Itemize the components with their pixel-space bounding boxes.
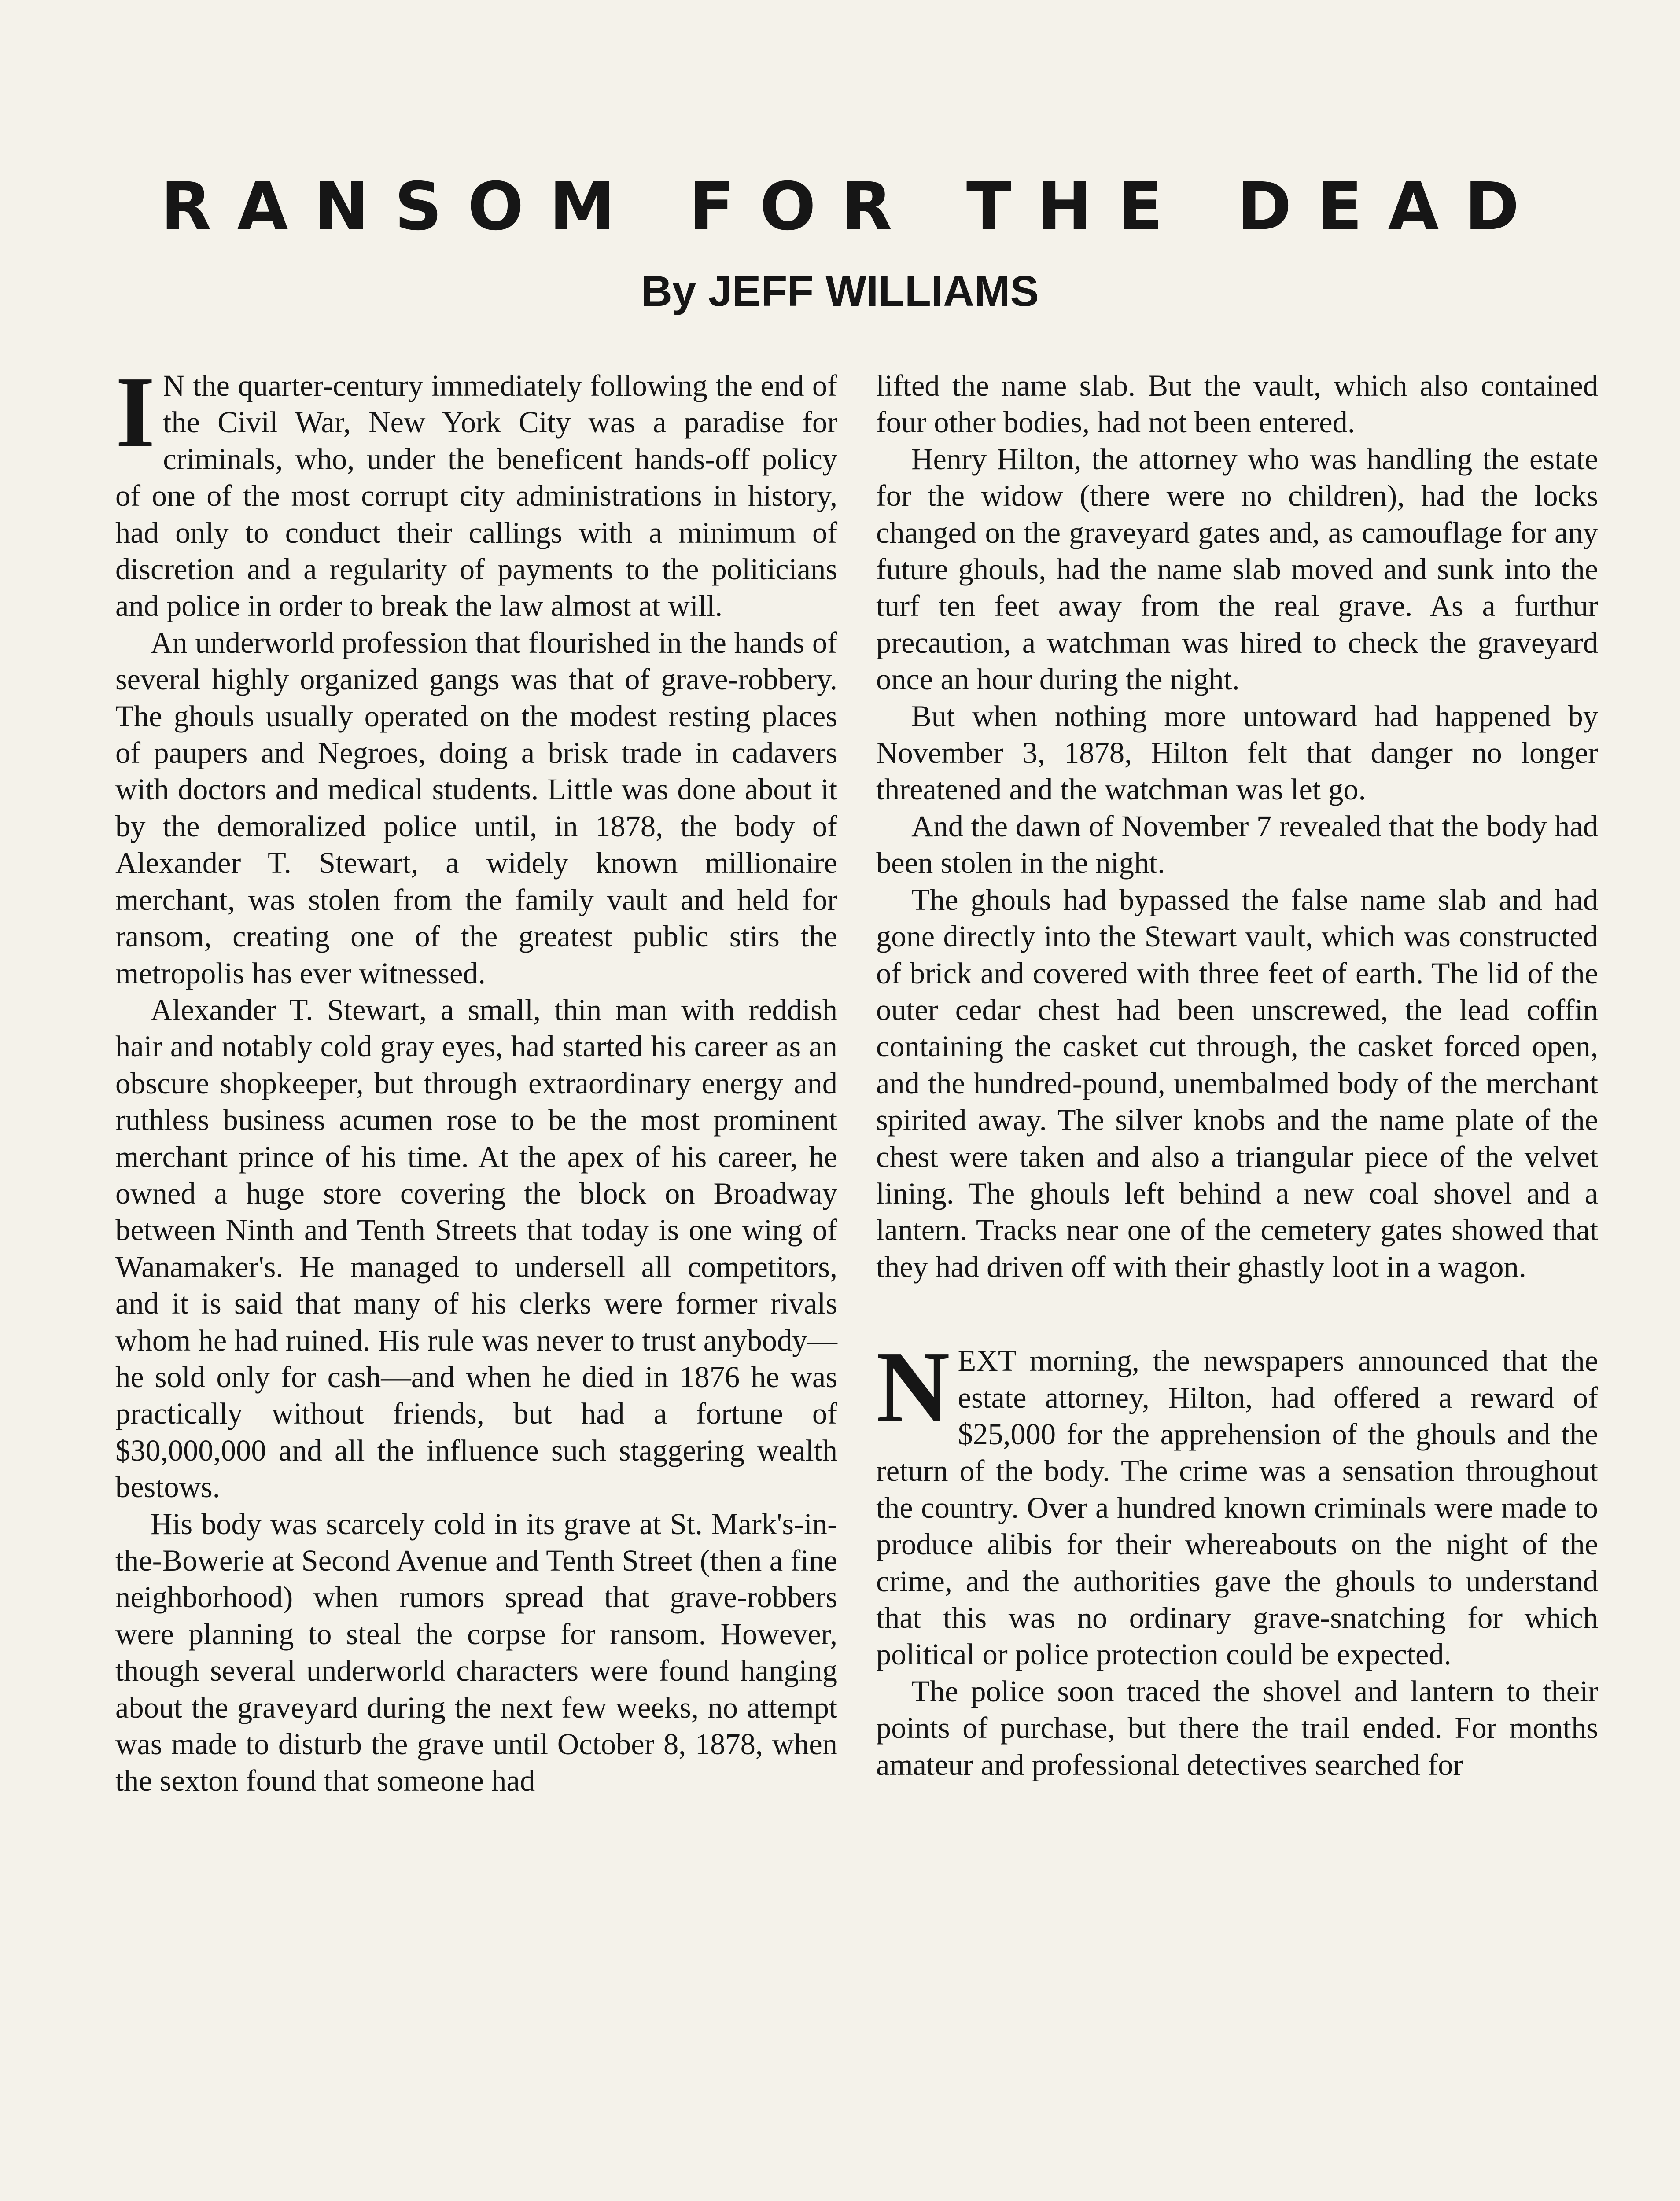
paragraph: The police soon traced the shovel and lantern to their points of purchase, but there the trail ended. For months amateur and professional detectives searched for [876, 1674, 1598, 1781]
paragraph-text: EXT morning, the newspapers announced that the estate attorney, Hilton, had offered a reward of $25,000 for the apprehension of the ghouls and the return of the body. The crime was a sensation throughout the country. Over a hundred known criminals were made to produce alibis for their whereabouts on the night of the crime, and the authorities gave the ghouls to understand that this was no ordinary grave-snatching for which political or police protection could be expected. [876, 1344, 1598, 1671]
drop-cap: I [115, 356, 155, 469]
paragraph: His body was scarcely cold in its grave at St. Mark's-in-the-Bowerie at Second Avenue and Tenth Street (then a fine neighborhood) when rumors spread that grave-robbers were planning to steal the corpse for ransom. However, though several underworld characters were found hanging about the graveyard during the next few weeks, no attempt was made to disturb the grave until October 8, 1878, when the sexton found that someone had [115, 1507, 837, 1798]
paragraph: The ghouls had bypassed the false name slab and had gone directly into the Stewart vault, which was constructed of brick and covered with three feet of earth. The lid of the outer cedar chest had been unscrewed, the lead coffin containing the casket cut through, the casket forced open, and the hundred-pound, unembalmed body of the merchant spirited away. The silver knobs and the name plate of the chest were taken and also a triangular piece of the velvet lining. The ghouls left behind a new coal shovel and a lantern. Tracks near one of the cemetery gates showed that they had driven off with their ghastly loot in a wagon. [876, 883, 1598, 1284]
paragraph: An underworld profession that flourished in the hands of several highly organized gangs was that of grave-robbery. The ghouls usually operated on the modest resting places of paupers and Negroes, doing a brisk trade in cadavers with doctors and medical students. Little was done about it by the demoralized police until, in 1878, the body of Alexander T. Stewart, a widely known millionaire merchant, was stolen from the family vault and held for ransom, creating one of the greatest public stirs the metropolis has ever witnessed. [115, 626, 837, 990]
paragraph: But when nothing more untoward had happened by November 3, 1878, Hilton felt that danger no longer threatened and the watchman was let go. [876, 699, 1598, 806]
paragraph: And the dawn of November 7 revealed that the body had been stolen in the night. [876, 809, 1598, 880]
paragraph: Henry Hilton, the attorney who was handling the estate for the widow (there were no children), had the locks changed on the graveyard gates and, as camouflage for any future ghouls, had the name slab moved and sunk into the turf ten feet away from the real grave. As a furthur precaution, a watchman was hired to check the graveyard once an hour during the night. [876, 442, 1598, 696]
right-text-column [876, 368, 1598, 1783]
article-title: RANSOM FOR THE DEAD [161, 169, 1545, 245]
paragraph [115, 356, 837, 625]
paragraph: lifted the name slab. But the vault, which also contained four other bodies, had not been entered. [876, 369, 1598, 439]
drop-cap: N [876, 1331, 950, 1444]
left-text-column [115, 356, 837, 1800]
paragraph-text: N the quarter-century immediately following the end of the Civil War, New York City was a paradise for criminals, who, under the beneficent hands-off policy of one of the most corrupt city administrations in history, had only to conduct their callings with a minimum of discretion and a regularity of payments to the politicians and police in order to break the law almost at will. [115, 369, 837, 623]
paragraph: Alexander T. Stewart, a small, thin man with reddish hair and notably cold gray eyes, had started his career as an obscure shopkeeper, but through extraordinary energy and ruthless business acumen rose to be the most prominent merchant prince of his time. At the apex of his career, he owned a huge store covering the block on Broadway between Ninth and Tenth Streets that today is one wing of Wanamaker's. He managed to undersell all competitors, and it is said that many of his clerks were former rivals whom he had ruined. His rule was never to trust anybody—he sold only for cash—and when he died in 1876 he was practically without friends, but had a fortune of $30,000,000 and all the influence such staggering wealth bestows. [115, 993, 837, 1504]
article-byline: By JEFF WILLIAMS [641, 267, 1039, 315]
paragraph [876, 1331, 1598, 1673]
